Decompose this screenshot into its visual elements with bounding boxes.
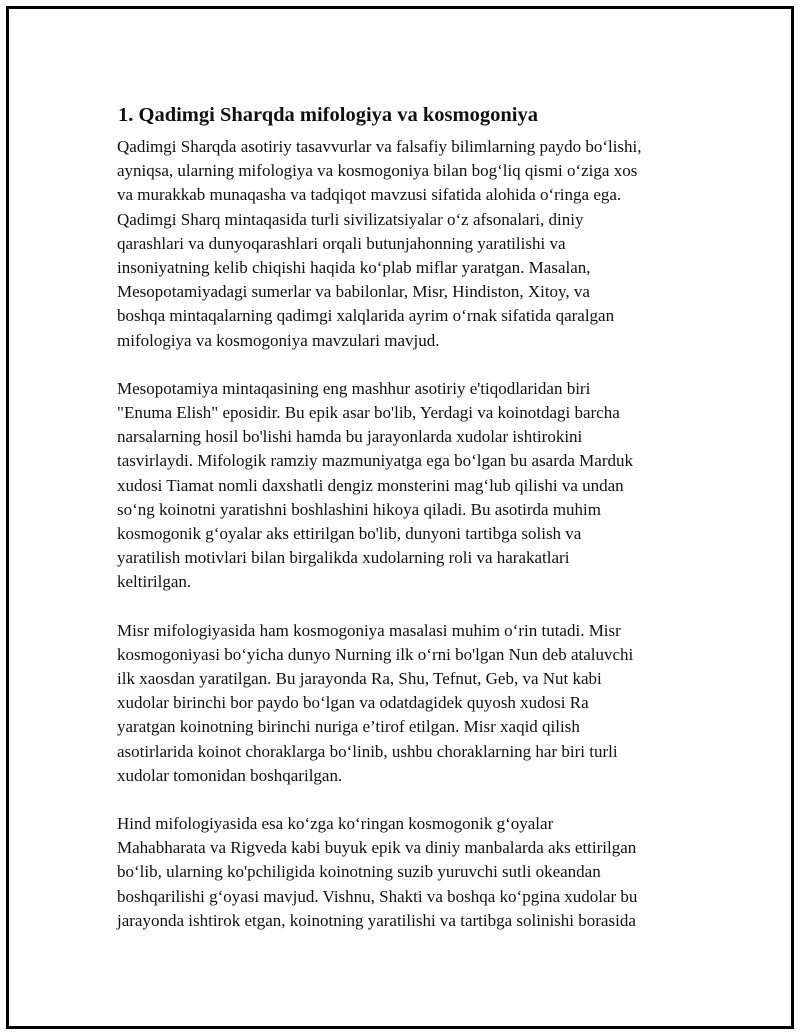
text-line: Mesopotamiya mintaqasining eng mashhur asotiriy e'tiqodlaridan biri bbox=[117, 378, 591, 398]
text-line: Hind mifologiyasida esa ko‘zga ko‘ringan kosmogonik g‘oyalar bbox=[117, 814, 554, 834]
text-line: kosmogoniyasi bo‘yicha dunyo Nurning ilk o‘rni bo'lgan Nun deb ataluvchi bbox=[117, 644, 634, 664]
text-line: ayniqsa, ularning mifologiya va kosmogoniya bilan bog‘liq qismi o‘ziga xos bbox=[117, 161, 638, 181]
text-line: Misr mifologiyasida ham kosmogoniya masalasi muhim o‘rin tutadi. Misr bbox=[117, 620, 621, 640]
text-line: boshqa mintaqalarning qadimgi xalqlarida ayrim o‘rnak sifatida qaralgan bbox=[117, 306, 615, 326]
text-line: ilk xaosdan yaratilgan. Bu jarayonda Ra, Shu, Tefnut, Geb, va Nut kabi bbox=[117, 669, 602, 689]
text-line: Qadimgi Sharq mintaqasida turli sivilizatsiyalar o‘z afsonalari, diniy bbox=[117, 209, 584, 229]
text-line: jarayonda ishtirok etgan, koinotning yaratilishi va tartibga solinishi borasida bbox=[117, 910, 636, 930]
text-line: xudosi Tiamat nomli daxshatli dengiz monsterini mag‘lub qilishi va undan bbox=[117, 475, 624, 495]
text-line: yaratilish motivlari bilan birgalikda xudolarning roli va harakatlari bbox=[117, 548, 570, 568]
document-body bbox=[117, 97, 707, 933]
text-line: tasvirlaydi. Mifologik ramziy mazmuniyatga ega bo‘lgan bu asarda Marduk bbox=[117, 451, 633, 471]
text-line: xudolar birinchi bor paydo bo‘lgan va odatdagidek quyosh xudosi Ra bbox=[117, 693, 589, 713]
text-line: "Enuma Elish" eposidir. Bu epik asar bo'lib, Yerdagi va koinotdagi barcha bbox=[117, 403, 620, 423]
text-line: qarashlari va dunyoqarashlari orqali butunjahonning yaratilishi va bbox=[117, 233, 566, 253]
text-line: Qadimgi Sharqda asotiriy tasavvurlar va falsafiy bilimlarning paydo bo‘lishi, bbox=[117, 137, 642, 156]
text-line: Mahabharata va Rigveda kabi buyuk epik va diniy manbalarda aks ettirilgan bbox=[117, 838, 637, 858]
text-line: narsalarning hosil bo'lishi hamda bu jarayonlarda xudolar ishtirokini bbox=[117, 427, 583, 447]
paragraph-4 bbox=[117, 812, 707, 933]
text-line: insoniyatning kelib chiqishi haqida ko‘plab miflar yaratgan. Masalan, bbox=[117, 258, 591, 278]
paragraph-1 bbox=[117, 135, 707, 353]
text-line: kosmogonik g‘oyalar aks ettirilgan bo'lib, dunyoni tartibga solish va bbox=[117, 524, 582, 544]
paragraph-3 bbox=[117, 619, 707, 788]
text-line: bo‘lib, ularning ko'pchiligida koinotning suzib yuruvchi sutli okeandan bbox=[117, 862, 601, 882]
text-line: mifologiya va kosmogoniya mavzulari mavjud. bbox=[117, 330, 440, 350]
text-line: keltirilgan. bbox=[117, 572, 192, 592]
text-line: xudolar tomonidan boshqarilgan. bbox=[117, 765, 343, 785]
paragraph-2 bbox=[117, 377, 707, 595]
text-line: va murakkab munaqasha va tadqiqot mavzusi sifatida alohida o‘ringa ega. bbox=[117, 185, 622, 205]
text-line: Mesopotamiyadagi sumerlar va babilonlar, Misr, Hindiston, Xitoy, va bbox=[117, 282, 590, 302]
text-line: asotirlarida koinot choraklarga bo‘linib, ushbu choraklarning har biri turli bbox=[117, 741, 618, 761]
text-line: yaratgan koinotning birinchi nuriga e’tirof etilgan. Misr xaqid qilish bbox=[117, 717, 580, 737]
section-heading: 1. Qadimgi Sharqda mifologiya va kosmogoniya bbox=[118, 104, 538, 126]
text-line: boshqarilishi g‘oyasi mavjud. Vishnu, Shakti va boshqa ko‘pgina xudolar bu bbox=[117, 886, 638, 906]
page-frame bbox=[6, 6, 794, 1029]
text-line: so‘ng koinotni yaratishni boshlashini hikoya qiladi. Bu asotirda muhim bbox=[117, 499, 601, 519]
